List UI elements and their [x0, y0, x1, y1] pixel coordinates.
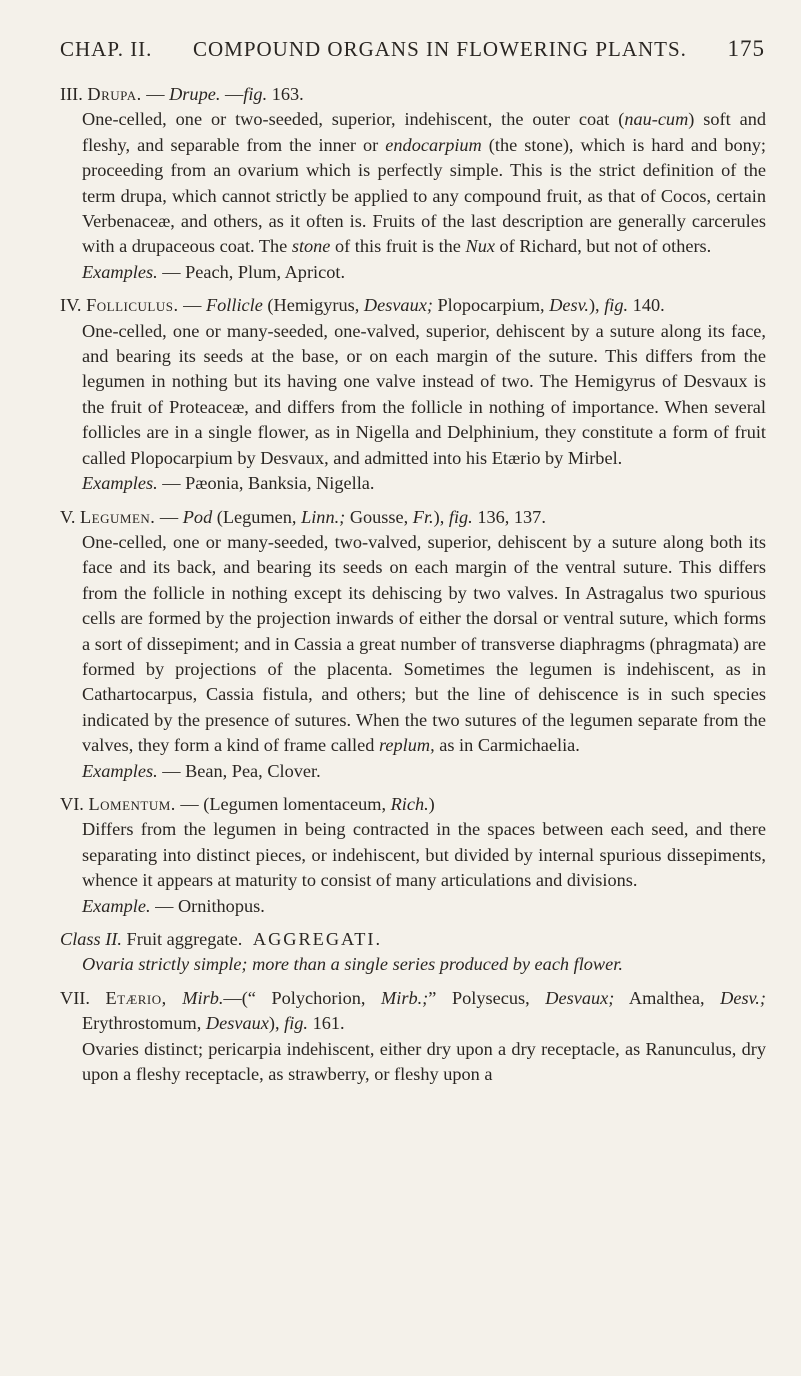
folliculus-heading: IV. Folliculus. — Follicle (Hemigyrus, Desvaux; Plopocarpium, Desv.), fig. 140.	[60, 295, 665, 316]
drupa-examples: Examples. — Peach, Plum, Apricot.	[82, 261, 346, 282]
legumen-description: One-celled, one or many-seeded, two-valved, superior, dehiscent by a suture along both its face and its back, and bearing its seeds on each margin of the ventral suture. This differs from the follicle in nothing except its dehiscing by two valves. In Astragalus two spurious cells are formed by the projection inwards of either the dorsal or ventral suture, which forms a sort of dissepiment; and in Cassia a great number of transverse diaphragms (phragmata) are formed by projections of the placenta. Sometimes the legumen is indehiscent, as in Cathartocarpus, Cassia fistula, and others; but the line of dehiscence is in such species indicated by the presence of sutures. When the two sutures of the legumen separate from the valves, they form a kind of frame called replum, as in Carmichaelia.	[82, 531, 766, 756]
legumen-examples: Examples. — Bean, Pea, Clover.	[82, 760, 321, 781]
body-text	[60, 82, 766, 1087]
class-two-note: Ovaria strictly simple; more than a single series produced by each flower.	[82, 954, 623, 975]
lomentum-description: Differs from the legumen in being contracted in the spaces between each seed, and there separating into distinct pieces, or indehiscent, but divided by internal spurious dissepiments, whence it appears at maturity to consist of many articulations and divisions.	[82, 819, 766, 891]
chapter-label: CHAP. II.	[60, 37, 153, 61]
folliculus-examples: Examples. — Pæonia, Banksia, Nigella.	[82, 473, 375, 494]
folliculus-description: One-celled, one or many-seeded, one-valved, superior, dehiscent by a suture along its face, and bearing its seeds at the base, or on each margin of the suture. This differs from the legumen in nothing but its having one valve instead of two. The Hemigyrus of Desvaux is the fruit of Proteaceæ, and differs from the follicle in nothing of importance. When several follicles are in a single flower, as in Nigella and Delphinium, they constitute a form of fruit called Plopocarpium by Desvaux, and admitted into his Etærio by Mirbel.	[82, 320, 766, 468]
running-header	[60, 36, 765, 62]
drupa-description: One-celled, one or two-seeded, superior, indehiscent, the outer coat (nau-cum) soft and fleshy, and separable from the inner or endocarpium (the stone), which is hard and bony; proceeding from an ovarium which is perfectly simple. This is the strict definition of the term drupa, which cannot strictly be applied to any compound fruit, as that of Cocos, certain Verbenaceæ, and others, as it often is. Fruits of the last description are generally carcerules with a drupaceous coat. The stone of this fruit is the Nux of Richard, but not of others.	[82, 109, 766, 257]
drupa-heading: III. Drupa. — Drupe. —fig. 163.	[60, 84, 304, 104]
lomentum-example: Example. — Ornithopus.	[82, 895, 265, 916]
legumen-heading: V. Legumen. — Pod (Legumen, Linn.; Gousse, Fr.), fig. 136, 137.	[60, 506, 546, 527]
lomentum-heading: VI. Lomentum. — (Legumen lomentaceum, Rich.)	[60, 793, 435, 814]
etaerio-description: Ovaries distinct; pericarpia indehiscent, either dry upon a dry receptacle, as Ranunculus, dry upon a fleshy receptacle, as strawberry, or fleshy upon a	[82, 1038, 766, 1085]
chapter-title: COMPOUND ORGANS IN FLOWERING PLANTS.	[192, 37, 687, 61]
etaerio-heading: VII. Etærio, Mirb.—(“ Polychorion, Mirb.;” Polysecus, Desvaux; Amalthea, Desv.; Erythrostomum, Desvaux), fig. 161.	[60, 987, 766, 1034]
class-two-heading: Class II. Fruit aggregate. AGGREGATI.	[60, 929, 383, 949]
page-number: 175	[727, 36, 765, 61]
